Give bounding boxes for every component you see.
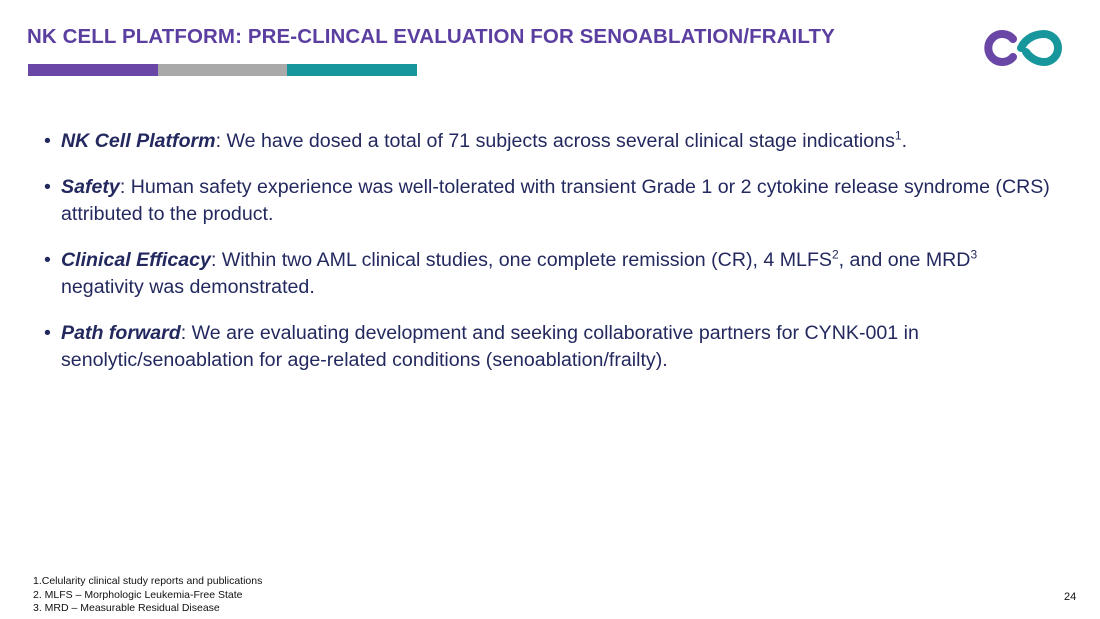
bullet-list xyxy=(44,128,1054,393)
bullet-tail: . xyxy=(901,130,908,152)
bullet-lead: Clinical Efficacy xyxy=(61,249,211,271)
bullet-safety xyxy=(44,174,1054,228)
accent-bar-teal xyxy=(287,64,417,76)
footnote-2: 2. MLFS – Morphologic Leukemia-Free State xyxy=(33,588,243,601)
bullet-text: : Human safety experience was well-tolerated with transient Grade 1 or 2 cytokine release syndrome (CRS) attributed to the product. xyxy=(61,176,1050,225)
accent-bar-purple xyxy=(28,64,158,76)
footnote-3: 3. MRD – Measurable Residual Disease xyxy=(33,602,220,614)
bullet-lead: NK Cell Platform xyxy=(61,130,216,152)
page-number: 24 xyxy=(1064,591,1077,603)
bullet-nk-cell-platform xyxy=(44,128,1054,155)
bullet-text: : We have dosed a total of 71 subjects across several clinical stage indications xyxy=(215,130,895,152)
footnote-1: 1.Celularity clinical study reports and publications xyxy=(33,575,263,587)
bullet-clinical-efficacy xyxy=(44,247,1054,301)
footnotes xyxy=(33,575,262,616)
footnote-ref: 3 xyxy=(970,247,978,262)
bullet-text: : We are evaluating development and seeking collaborative partners for CYNK-001 in senolytic/senoablation for age-related conditions (senoablation/frailty). xyxy=(61,322,919,371)
bullet-lead: Path forward xyxy=(61,322,181,344)
bullet-lead: Safety xyxy=(61,176,120,198)
slide-title: NK CELL PLATFORM: PRE-CLINCAL EVALUATION FOR SENOABLATION/FRAILTY xyxy=(27,25,835,48)
footnote-ref: 1 xyxy=(894,128,902,143)
bullet-tail: negativity was demonstrated. xyxy=(61,276,315,298)
footnote-ref: 2 xyxy=(831,247,839,262)
bullet-text: : Within two AML clinical studies, one complete remission (CR), 4 MLFS xyxy=(210,249,832,271)
bullet-path-forward xyxy=(44,320,1054,374)
bullet-text-mid: , and one MRD xyxy=(838,249,971,271)
celularity-logo-icon xyxy=(980,24,1066,72)
accent-bar-gray xyxy=(158,64,287,76)
